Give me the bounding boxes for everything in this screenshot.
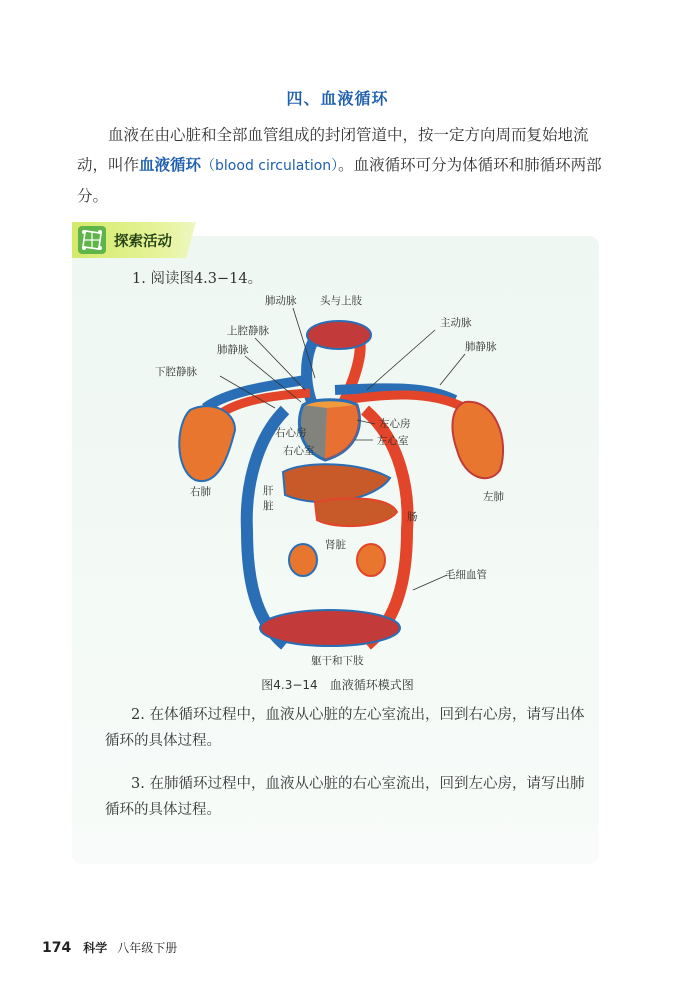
label-right-atrium: 右心房 [275, 427, 307, 439]
label-head-upper-limbs: 头与上肢 [320, 295, 362, 307]
label-left-ventricle: 左心室 [377, 435, 409, 447]
label-left-atrium: 左心房 [379, 418, 411, 430]
left-lung [452, 402, 503, 478]
liver [283, 464, 390, 502]
label-left-lung: 左肺 [483, 491, 504, 503]
figure-title: 血液循环模式图 [329, 678, 414, 692]
footer-subject: 科学 [83, 941, 108, 955]
intro-paragraph [77, 120, 613, 211]
label-capillaries: 毛细血管 [445, 569, 487, 581]
explore-icon [78, 226, 106, 254]
right-lung [179, 406, 235, 481]
page-number: 174 [42, 940, 72, 956]
label-pulmonary-artery: 肺动脉 [265, 295, 297, 307]
figure-number: 图4.3−14 [261, 678, 318, 692]
section-title: 四、血液循环 [286, 89, 389, 108]
term-english: （blood circulation） [201, 158, 339, 174]
question-2: 2. 在体循环过程中，血液从心脏的左心室流出，回到右心房，请写出体循环的具体过程。 [105, 707, 585, 749]
label-kidney: 肾脏 [325, 539, 346, 551]
pulmonary-vein-right [345, 395, 465, 408]
label-superior-vena-cava: 上腔静脉 [227, 325, 269, 337]
label-pulmonary-vein-left: 肺静脉 [217, 344, 249, 356]
label-intestine: 肠 [407, 511, 418, 523]
label-inferior-vena-cava: 下腔静脉 [155, 366, 197, 378]
kidney-right [357, 544, 385, 576]
heart-left-side [325, 405, 359, 460]
footer-grade: 八年级下册 [117, 941, 178, 955]
label-liver-1: 肝 [263, 485, 274, 497]
label-right-lung: 右肺 [190, 486, 211, 498]
systemic-vein-left [247, 410, 285, 645]
figure-caption [0, 676, 675, 693]
kidney-left [289, 544, 317, 576]
page-footer [42, 939, 177, 956]
trunk-lower-limbs-capillaries [260, 610, 400, 646]
label-aorta: 主动脉 [440, 317, 472, 329]
intestine [315, 498, 397, 526]
blood-circulation-diagram [135, 290, 540, 674]
activity-tag [72, 222, 196, 258]
label-right-ventricle: 右心室 [283, 445, 315, 457]
term-blood-circulation: 血液循环 [139, 156, 202, 174]
label-liver-2: 脏 [263, 500, 274, 512]
question-3: 3. 在肺循环过程中，血液从心脏的右心室流出，回到左心房，请写出肺循环的具体过程。 [105, 776, 585, 818]
activity-tag-label: 探索活动 [114, 234, 172, 250]
label-pulmonary-vein-right: 肺静脉 [465, 341, 497, 353]
label-trunk-lower-limbs: 躯干和下肢 [311, 655, 364, 667]
intro-text-post: 。血液循环可分为体循环和肺循环两部分。 [77, 156, 602, 205]
question-1: 1. 阅读图4.3−14。 [132, 271, 263, 287]
head-upper-limbs-capillaries [307, 321, 371, 349]
intro-text-pre: 血液在由心脏和全部血管组成的封闭管道中，按一定方向周而复始地流动，叫作 [77, 126, 589, 174]
